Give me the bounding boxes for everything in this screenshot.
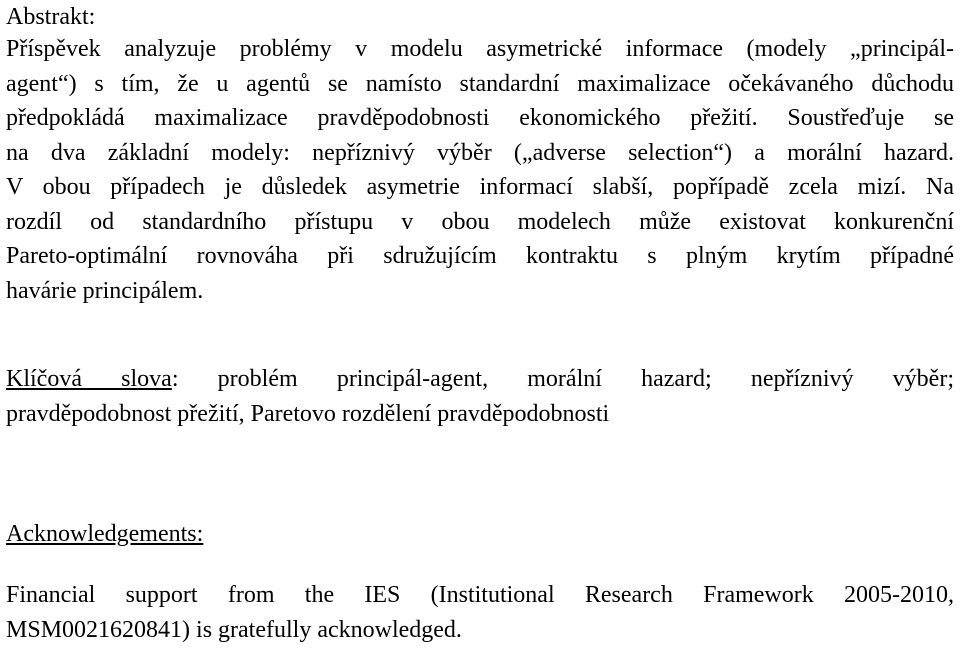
acknowledgements-line: Financial support from the IES (Institutional Research Framework 2005-2010, [6, 582, 954, 608]
abstract-line: V obou případech je důsledek asymetrie informací slabší, popřípadě zcela mizí. Na [6, 174, 954, 200]
abstract-heading: Abstrakt: [6, 4, 96, 30]
abstract-line: rozdíl od standardního přístupu v obou modelech může existovat konkurenční [6, 208, 954, 235]
abstract-line: předpokládá maximalizace pravděpodobnosti ekonomického přežití. Soustřeďuje se [6, 105, 954, 131]
keywords-line: pravděpodobnost přežití, Paretovo rozdělení pravděpodobnosti [6, 400, 610, 427]
acknowledgements-heading: Acknowledgements: [6, 521, 204, 547]
abstract-line: Pareto-optimální rovnováha při sdružujícím kontraktu s plným krytím případné [6, 243, 954, 269]
abstract-line: na dva základní modely: nepříznivý výběr („adverse selection“) a morální hazard. [6, 139, 954, 166]
keywords-text: problém principál-agent, morální hazard; nepříznivý výběr; [178, 366, 954, 392]
keywords-line [6, 362, 954, 397]
abstract-paragraph [6, 32, 954, 308]
keywords-separator: : [171, 366, 179, 392]
acknowledgements-line: MSM0021620841) is gratefully acknowledged. [6, 616, 462, 643]
abstract-line: Příspěvek analyzuje problémy v modelu asymetrické informace (modely „principál- [6, 36, 954, 62]
acknowledgements-paragraph [6, 578, 954, 647]
keywords-label: Klíčová slova [6, 366, 172, 392]
keywords-paragraph [6, 362, 954, 431]
abstract-line: havárie principálem. [6, 277, 204, 304]
abstract-line: agent“) s tím, že u agentů se namísto standardní maximalizace očekávaného důchodu [6, 70, 954, 97]
